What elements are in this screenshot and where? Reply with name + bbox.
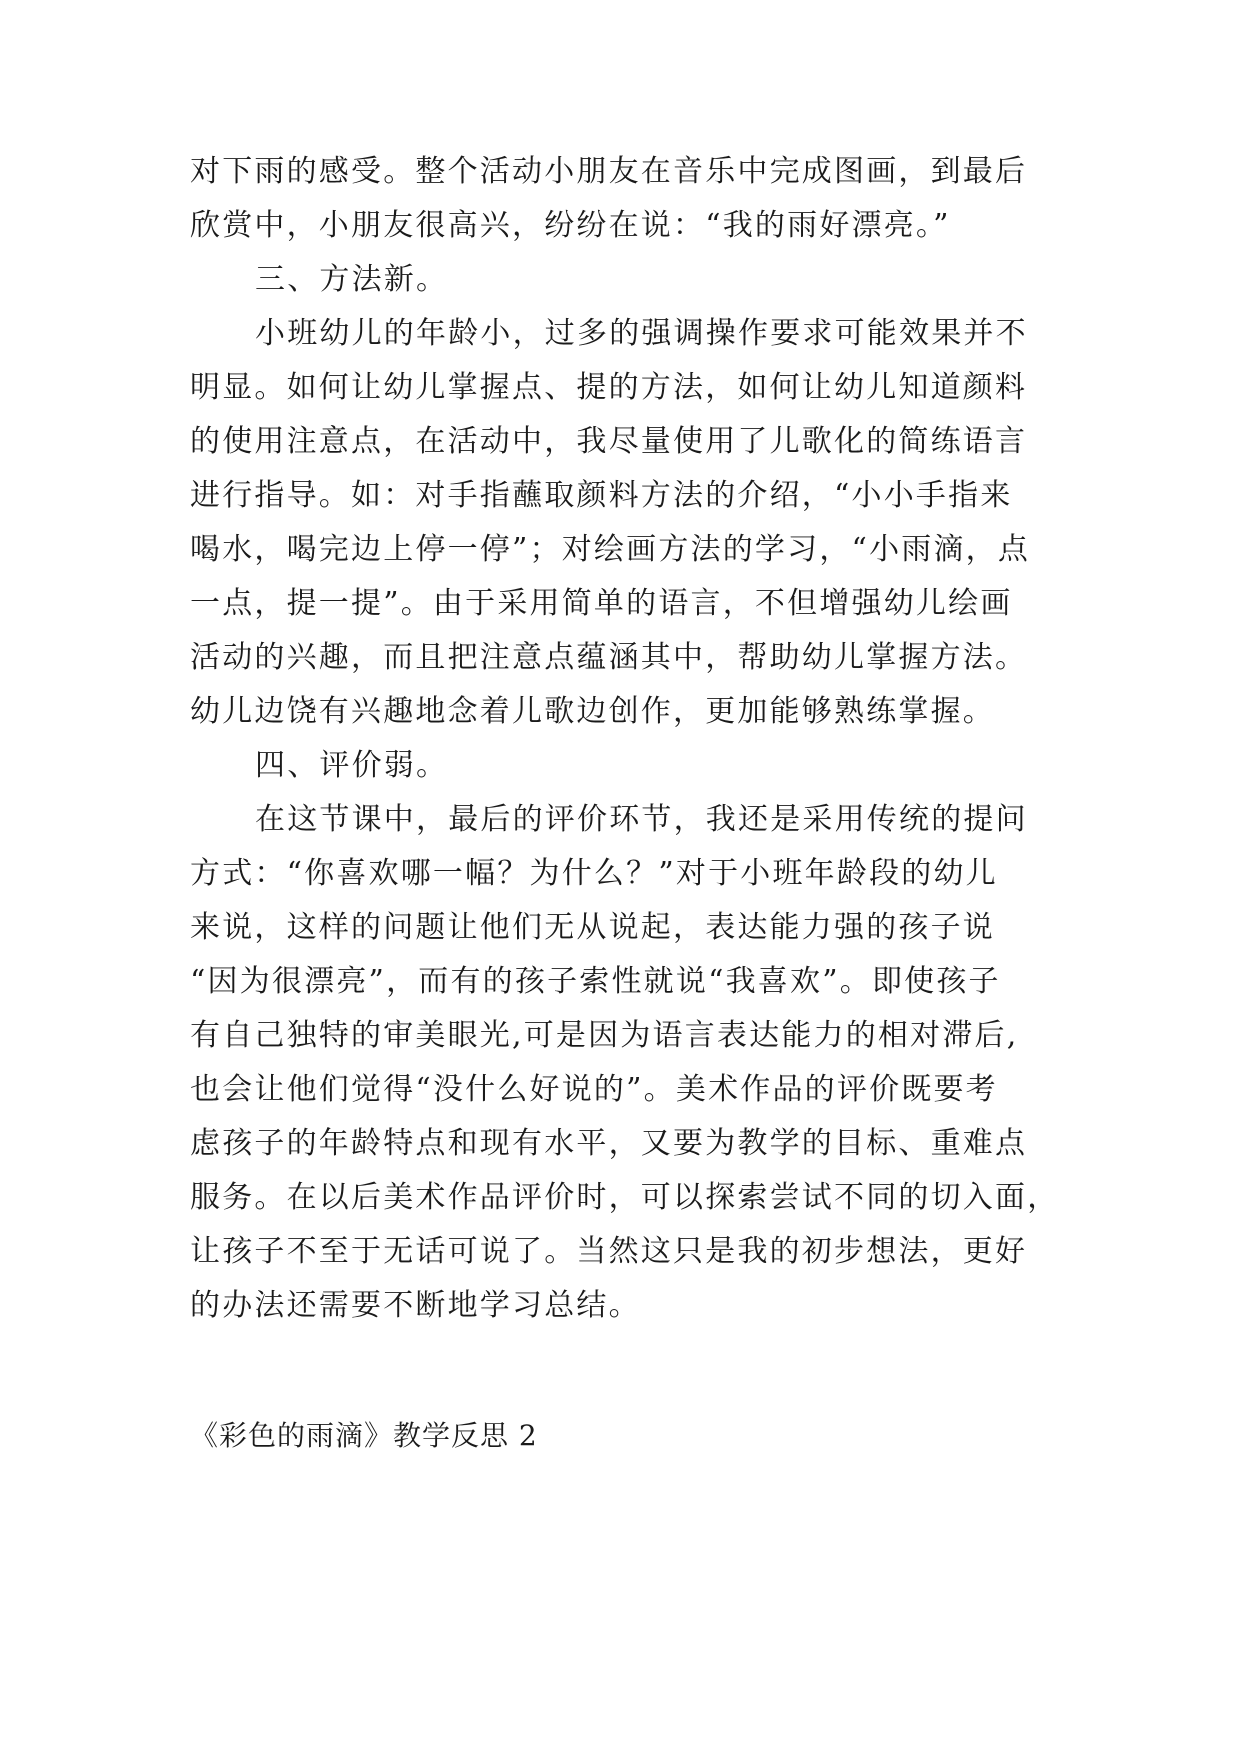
text-line: 进行指导。如：对手指蘸取颜料方法的介绍，“小小手指来 <box>190 478 1013 513</box>
text-line: 服务。在以后美术作品评价时，可以探索尝试不同的切入面， <box>190 1180 1060 1215</box>
text-line: 在这节课中，最后的评价环节，我还是采用传统的提问 <box>255 802 1028 837</box>
section-title: 《彩色的雨滴》教学反思 2 <box>190 1419 538 1452</box>
subheading: 三、方法新。 <box>255 262 449 297</box>
text-line: 来说，这样的问题让他们无从说起，表达能力强的孩子说 <box>190 910 995 945</box>
text-line: 活动的兴趣，而且把注意点蕴涵其中，帮助幼儿掌握方法。 <box>190 640 1028 675</box>
text-line: “因为很漂亮”，而有的孩子索性就说“我喜欢”。即使孩子 <box>190 964 1001 999</box>
text-line: 一点，提一提”。由于采用简单的语言，不但增强幼儿绘画 <box>190 586 1013 621</box>
text-line: 欣赏中，小朋友很高兴，纷纷在说：“我的雨好漂亮。” <box>190 208 951 243</box>
text-line: 小班幼儿的年龄小，过多的强调操作要求可能效果并不 <box>255 316 1028 351</box>
text-line: 的办法还需要不断地学习总结。 <box>190 1288 641 1323</box>
text-line: 也会让他们觉得“没什么好说的”。美术作品的评价既要考 <box>190 1072 998 1107</box>
text-line: 方式：“你喜欢哪一幅？为什么？”对于小班年龄段的幼儿 <box>190 856 998 891</box>
text-line: 喝水，喝完边上停一停”；对绘画方法的学习，“小雨滴，点 <box>190 532 1031 567</box>
text-line: 让孩子不至于无话可说了。当然这只是我的初步想法，更好 <box>190 1234 1028 1269</box>
text-line: 幼儿边饶有兴趣地念着儿歌边创作，更加能够熟练掌握。 <box>190 694 995 729</box>
text-line: 对下雨的感受。整个活动小朋友在音乐中完成图画，到最后 <box>190 154 1028 189</box>
subheading: 四、评价弱。 <box>255 748 449 783</box>
text-line: 有自己独特的审美眼光,可是因为语言表达能力的相对滞后, <box>190 1018 1019 1053</box>
text-line: 明显。如何让幼儿掌握点、提的方法，如何让幼儿知道颜料 <box>190 370 1028 405</box>
text-line: 的使用注意点，在活动中，我尽量使用了儿歌化的简练语言 <box>190 424 1028 459</box>
text-line: 虑孩子的年龄特点和现有水平，又要为教学的目标、重难点 <box>190 1126 1028 1161</box>
